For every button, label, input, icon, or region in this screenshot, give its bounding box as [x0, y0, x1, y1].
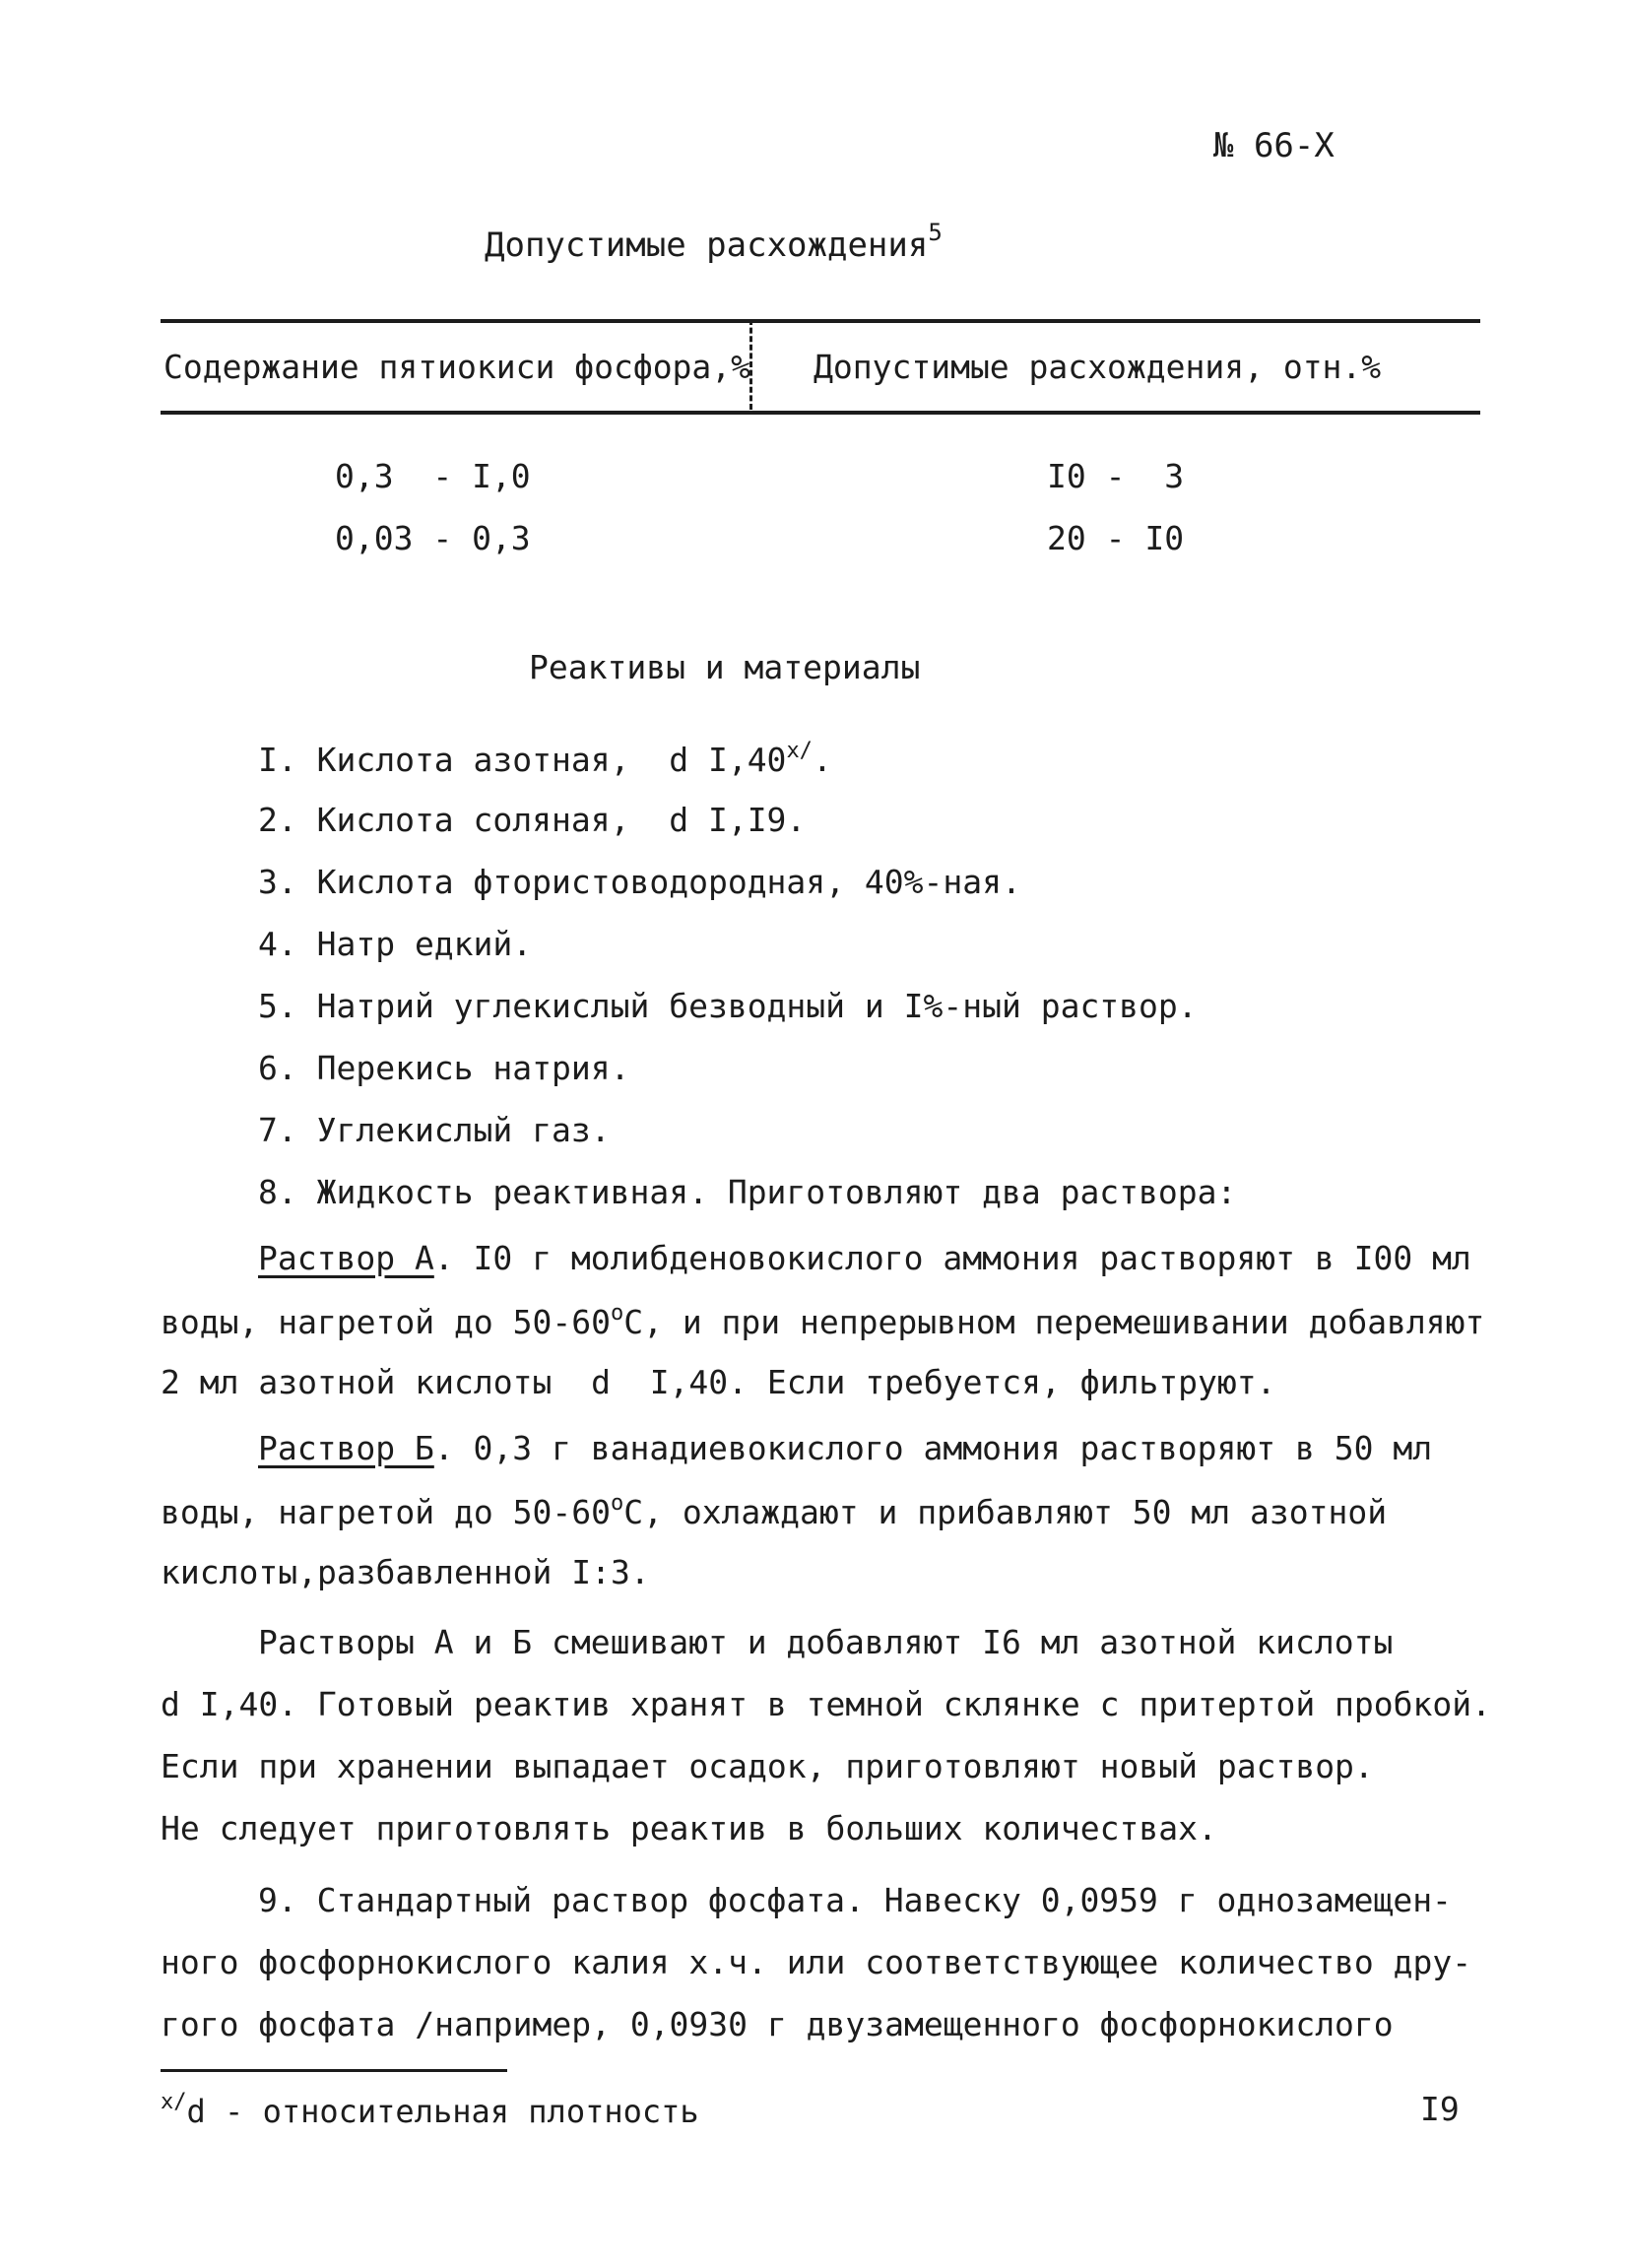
solution-a-text: . I0 г молибденовокислого аммония растворяют в I00 мл	[433, 1239, 1471, 1277]
reagent-item-1-end: .	[812, 741, 832, 779]
reagent-item-7: 7. Углекислый газ.	[258, 1111, 611, 1149]
table-cell: 0,03 - 0,3	[335, 519, 531, 557]
solution-a-line: 2 мл азотной кислоты d I,40. Если требуется, фильтруют.	[161, 1363, 1276, 1401]
solution-b-text: . 0,3 г ванадиевокислого аммония растворяют в 50 мл	[433, 1429, 1433, 1467]
mix-paragraph-line: d I,40. Готовый реактив хранят в темной склянке с притертой пробкой.	[161, 1685, 1492, 1723]
footnote-rule	[161, 2069, 507, 2072]
document-number: № 66-Х	[1213, 126, 1335, 165]
table-cell: I0 - 3	[1047, 457, 1185, 495]
mix-paragraph-line: Растворы А и Б смешивают и добавляют I6 мл азотной кислоты	[258, 1623, 1394, 1661]
solution-a-line	[161, 1301, 1484, 1341]
table-title	[485, 219, 943, 265]
solution-b-line: кислоты,разбавленной I:3.	[161, 1553, 650, 1591]
mix-paragraph-line: Не следует приготовлять реактив в больших количествах.	[161, 1809, 1217, 1847]
reagent-item-3: 3. Кислота фтористоводородная, 40%-ная.	[258, 863, 1021, 901]
reagent-item-6: 6. Перекись натрия.	[258, 1049, 630, 1087]
text-run: воды, нагретой до 50-60	[161, 1303, 611, 1341]
reagent-item-9-line: ного фосфорнокислого калия х.ч. или соответствующее количество дру-	[161, 1943, 1472, 1981]
reagent-item-1	[258, 739, 832, 779]
reagent-item-9-line: 9. Стандартный раствор фосфата. Навеску 0,0959 г однозамещен-	[258, 1881, 1452, 1919]
footnote-ref: x/	[786, 739, 813, 763]
column-header-content: Содержание пятиокиси фосфора,%	[163, 348, 751, 386]
degree-mark: о	[610, 1301, 624, 1326]
solution-a-line	[258, 1239, 1471, 1277]
table-title-footnote-ref: 5	[928, 219, 943, 246]
mix-paragraph-line: Если при хранении выпадает осадок, приготовляют новый раствор.	[161, 1747, 1374, 1785]
footnote-text: d - относительная плотность	[186, 2093, 699, 2130]
table-cell: 0,3 - I,0	[335, 457, 531, 495]
table-cell: 20 - I0	[1047, 519, 1185, 557]
page-number: I9	[1420, 2090, 1460, 2128]
solution-b-line	[258, 1429, 1432, 1467]
reagent-item-1-text: I. Кислота азотная, d I,40	[258, 741, 787, 779]
column-header-tolerance: Допустимые расхождения, отн.%	[814, 348, 1382, 386]
text-run: воды, нагретой до 50-60	[161, 1493, 611, 1531]
solution-b-line	[161, 1491, 1387, 1531]
solution-a-label: Раствор А	[258, 1239, 434, 1277]
reagent-item-2: 2. Кислота соляная, d I,I9.	[258, 801, 807, 839]
solution-b-label: Раствор Б	[258, 1429, 434, 1467]
reagent-item-4: 4. Натр едкий.	[258, 925, 533, 963]
reagent-item-9-line: гого фосфата /например, 0,0930 г двузамещенного фосфорнокислого	[161, 2005, 1394, 2043]
text-run: С, и при непрерывном перемешивании добавляют	[623, 1303, 1485, 1341]
reagent-item-5: 5. Натрий углекислый безводный и I%-ный раствор.	[258, 987, 1198, 1025]
footnote	[161, 2090, 699, 2130]
text-run: С, охлаждают и прибавляют 50 мл азотной	[623, 1493, 1388, 1531]
footnote-marker: x/	[161, 2090, 187, 2114]
reagent-item-8: 8. Жидкость реактивная. Приготовляют два раствора:	[258, 1173, 1237, 1211]
degree-mark: о	[610, 1491, 624, 1516]
table-top-rule	[161, 319, 1480, 323]
section-heading: Реактивы и материалы	[529, 648, 921, 686]
table-header-rule	[161, 411, 1480, 415]
table-title-text: Допустимые расхождения	[485, 226, 929, 265]
